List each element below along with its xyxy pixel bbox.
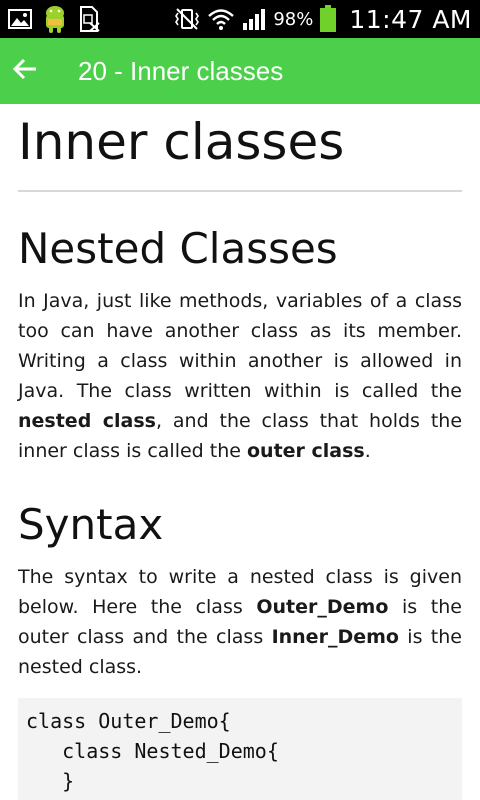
section-heading-nested-classes: Nested Classes bbox=[18, 224, 338, 273]
status-bar bbox=[0, 0, 480, 38]
app-bar bbox=[0, 38, 480, 104]
battery-percent: 98% bbox=[273, 8, 314, 30]
wifi-icon bbox=[207, 7, 235, 31]
signal-icon bbox=[241, 7, 267, 31]
vibrate-icon bbox=[173, 7, 201, 31]
article-title: Inner classes bbox=[18, 113, 345, 171]
image-icon bbox=[8, 8, 32, 30]
arrow-left-icon bbox=[11, 55, 39, 88]
bold-term-outer-demo: Outer_Demo bbox=[256, 596, 389, 618]
sim-card-icon bbox=[78, 6, 100, 32]
code-line: } bbox=[26, 769, 75, 793]
status-time: 11:47 AM bbox=[349, 4, 472, 34]
text-run: , and the class that holds the inner class is called the bbox=[18, 410, 463, 462]
section-heading-syntax: Syntax bbox=[18, 500, 164, 549]
status-bar-left bbox=[8, 4, 100, 34]
text-run: In Java, just like methods, variables of a class too can have another class as its member. Writing a class within another is allowed in Java. The class written within is called the bbox=[18, 290, 462, 402]
bold-term-nested-class: nested class bbox=[18, 410, 156, 432]
text-run: . bbox=[364, 440, 371, 462]
code-line: class Outer_Demo{ bbox=[26, 709, 231, 733]
text-run: The syntax to write a nested class is given below. Here the class bbox=[18, 566, 462, 618]
code-block bbox=[18, 698, 462, 800]
section-paragraph-nested-classes bbox=[18, 286, 462, 466]
back-button[interactable] bbox=[0, 38, 50, 104]
app-bar-title: 20 - Inner classes bbox=[78, 55, 284, 86]
text-run: is the outer class and the class bbox=[18, 596, 462, 648]
article-content bbox=[18, 104, 462, 800]
bold-term-inner-demo: Inner_Demo bbox=[271, 626, 399, 648]
android-icon bbox=[42, 4, 68, 34]
code-line: class Nested_Demo{ bbox=[26, 739, 279, 763]
section-paragraph-syntax bbox=[18, 562, 462, 682]
title-divider bbox=[18, 190, 462, 192]
bold-term-outer-class: outer class bbox=[246, 440, 365, 462]
status-bar-right bbox=[173, 5, 472, 34]
battery-icon bbox=[319, 5, 337, 33]
text-run: is the nested class. bbox=[18, 626, 462, 678]
